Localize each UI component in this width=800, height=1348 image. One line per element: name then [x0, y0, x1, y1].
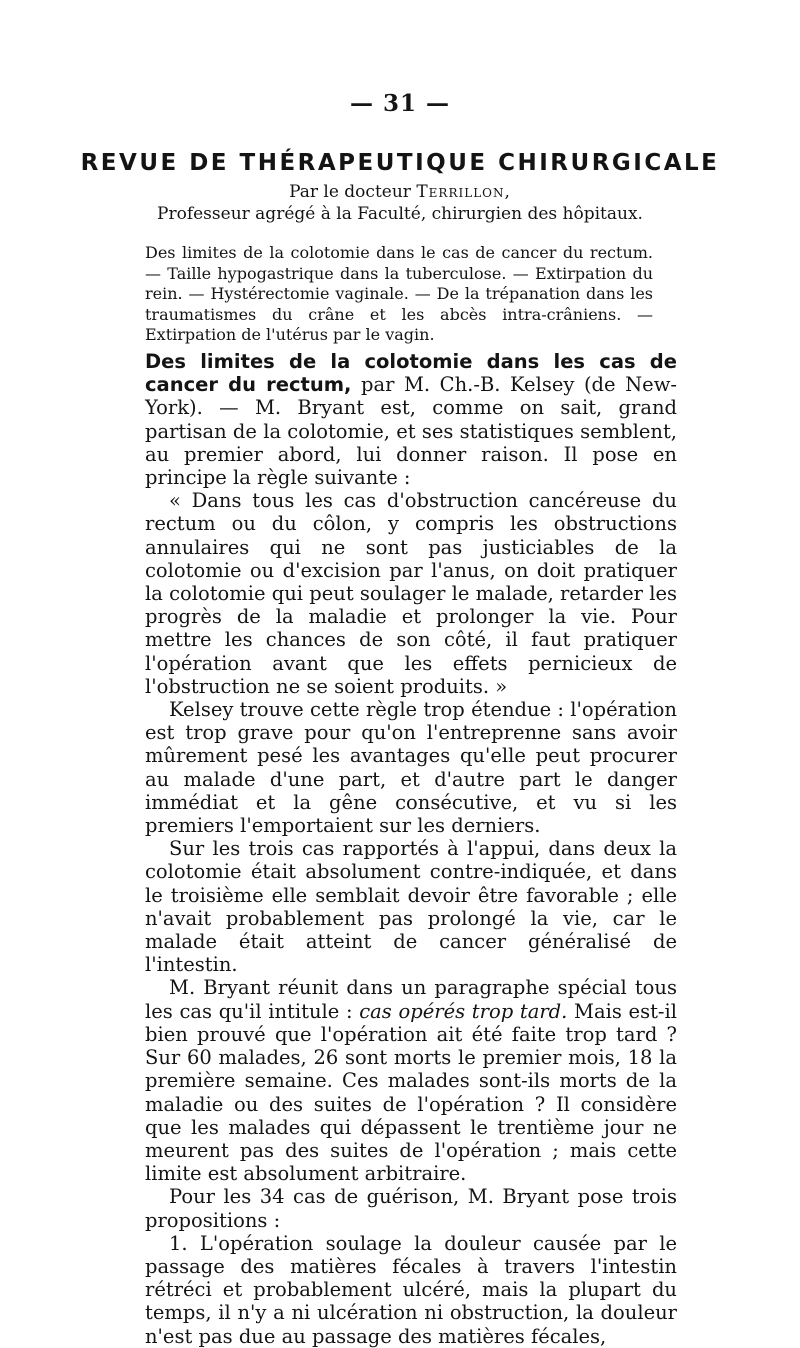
paragraph: Sur les trois cas rapportés à l'appui, dans deux la colotomie était absolument contre-indiquée, et dans le troisième elle semblait devoir être favorable ; elle n'avait probablement pas prolongé la vie, car le malade était atteint de cancer généralisé de l'intestin. — [145, 837, 677, 977]
paragraph — [145, 350, 677, 489]
page-number: — 31 — — [349, 90, 451, 117]
author-line — [0, 181, 800, 203]
paragraph: 1. L'opération soulage la douleur causée par le passage des matières fécales à travers l'intestin rétréci et probablement ulcéré, mais la plupart du temps, il n'y a ni ulcération ni obstruction, la douleur n'est pas due au passage des matières fécales, — [145, 1231, 677, 1348]
article-title: REVUE DE THÉRAPEUTIQUE CHIRURGICALE — [80, 150, 720, 176]
quote-paragraph: « Dans tous les cas d'obstruction cancéreuse du rectum ou du côlon, y compris les obstructions annulaires qui ne sont pas justiciables de la colotomie ou d'excision par l'anus, on doit pratiquer la colotomie qui peut soulager le malade, retarder les progrès de la maladie et prolonger la vie. Pour mettre les chances de son côté, il faut pratiquer l'opération avant que les effets pernicieux de l'obstruction ne se soient produits. » — [145, 489, 677, 698]
italic-phrase: cas opérés trop tard. — [359, 999, 568, 1023]
author-prefix: Par le docteur — [289, 182, 417, 202]
author-affiliation: Professeur agrégé à la Faculté, chirurgien des hôpitaux. — [157, 204, 643, 224]
paragraph: Pour les 34 cas de guérison, M. Bryant pose trois propositions : — [145, 1185, 677, 1232]
paragraph-text: Mais est-il bien prouvé que l'opération ait été faite trop tard ? Sur 60 malades, 26 sont morts le premier mois, 18 la première semaine. Ces malades sont-ils morts de la maladie ou des suites de l'opération ? Il considère que les malades qui dépassent le trentième jour ne meurent pas des suites de l'opération ; mais cette limite est absolument arbitraire. — [145, 999, 677, 1186]
author-name: Terrillon, — [416, 182, 511, 202]
article-body — [145, 350, 677, 1348]
paragraph: Kelsey trouve cette règle trop étendue : l'opération est trop grave pour qu'on l'entreprenne sans avoir mûrement pesé les avantages qu'elle peut procurer au malade d'une part, et d'autre part le danger immédiat et la gêne consécutive, et vu si les premiers l'emportaient sur les derniers. — [145, 698, 677, 838]
paragraph — [145, 976, 677, 1185]
paragraph-text: par M. Ch.-B. Kelsey (de New-York). — M. Bryant est, comme on sait, grand partisan de la colotomie, et ses statistiques semblent, au premier abord, lui donner raison. Il pose en principe la règle suivante : — [145, 373, 677, 490]
section-heading: Des limites de la colotomie dans les cas de cancer du rectum, — [145, 350, 677, 397]
paragraph-text: M. Bryant réunit dans un paragraphe spécial tous les cas qu'il intitule : — [145, 976, 677, 1023]
article-summary: Des limites de la colotomie dans le cas de cancer du rectum. — Taille hypogastrique dans la tuberculose. — Extirpation du rein. — Hystérectomie vaginale. — De la trépanation dans les traumatismes du crâne et les abcès intra-crâniens. — Extirpation de l'utérus par le vagin. — [145, 243, 653, 344]
